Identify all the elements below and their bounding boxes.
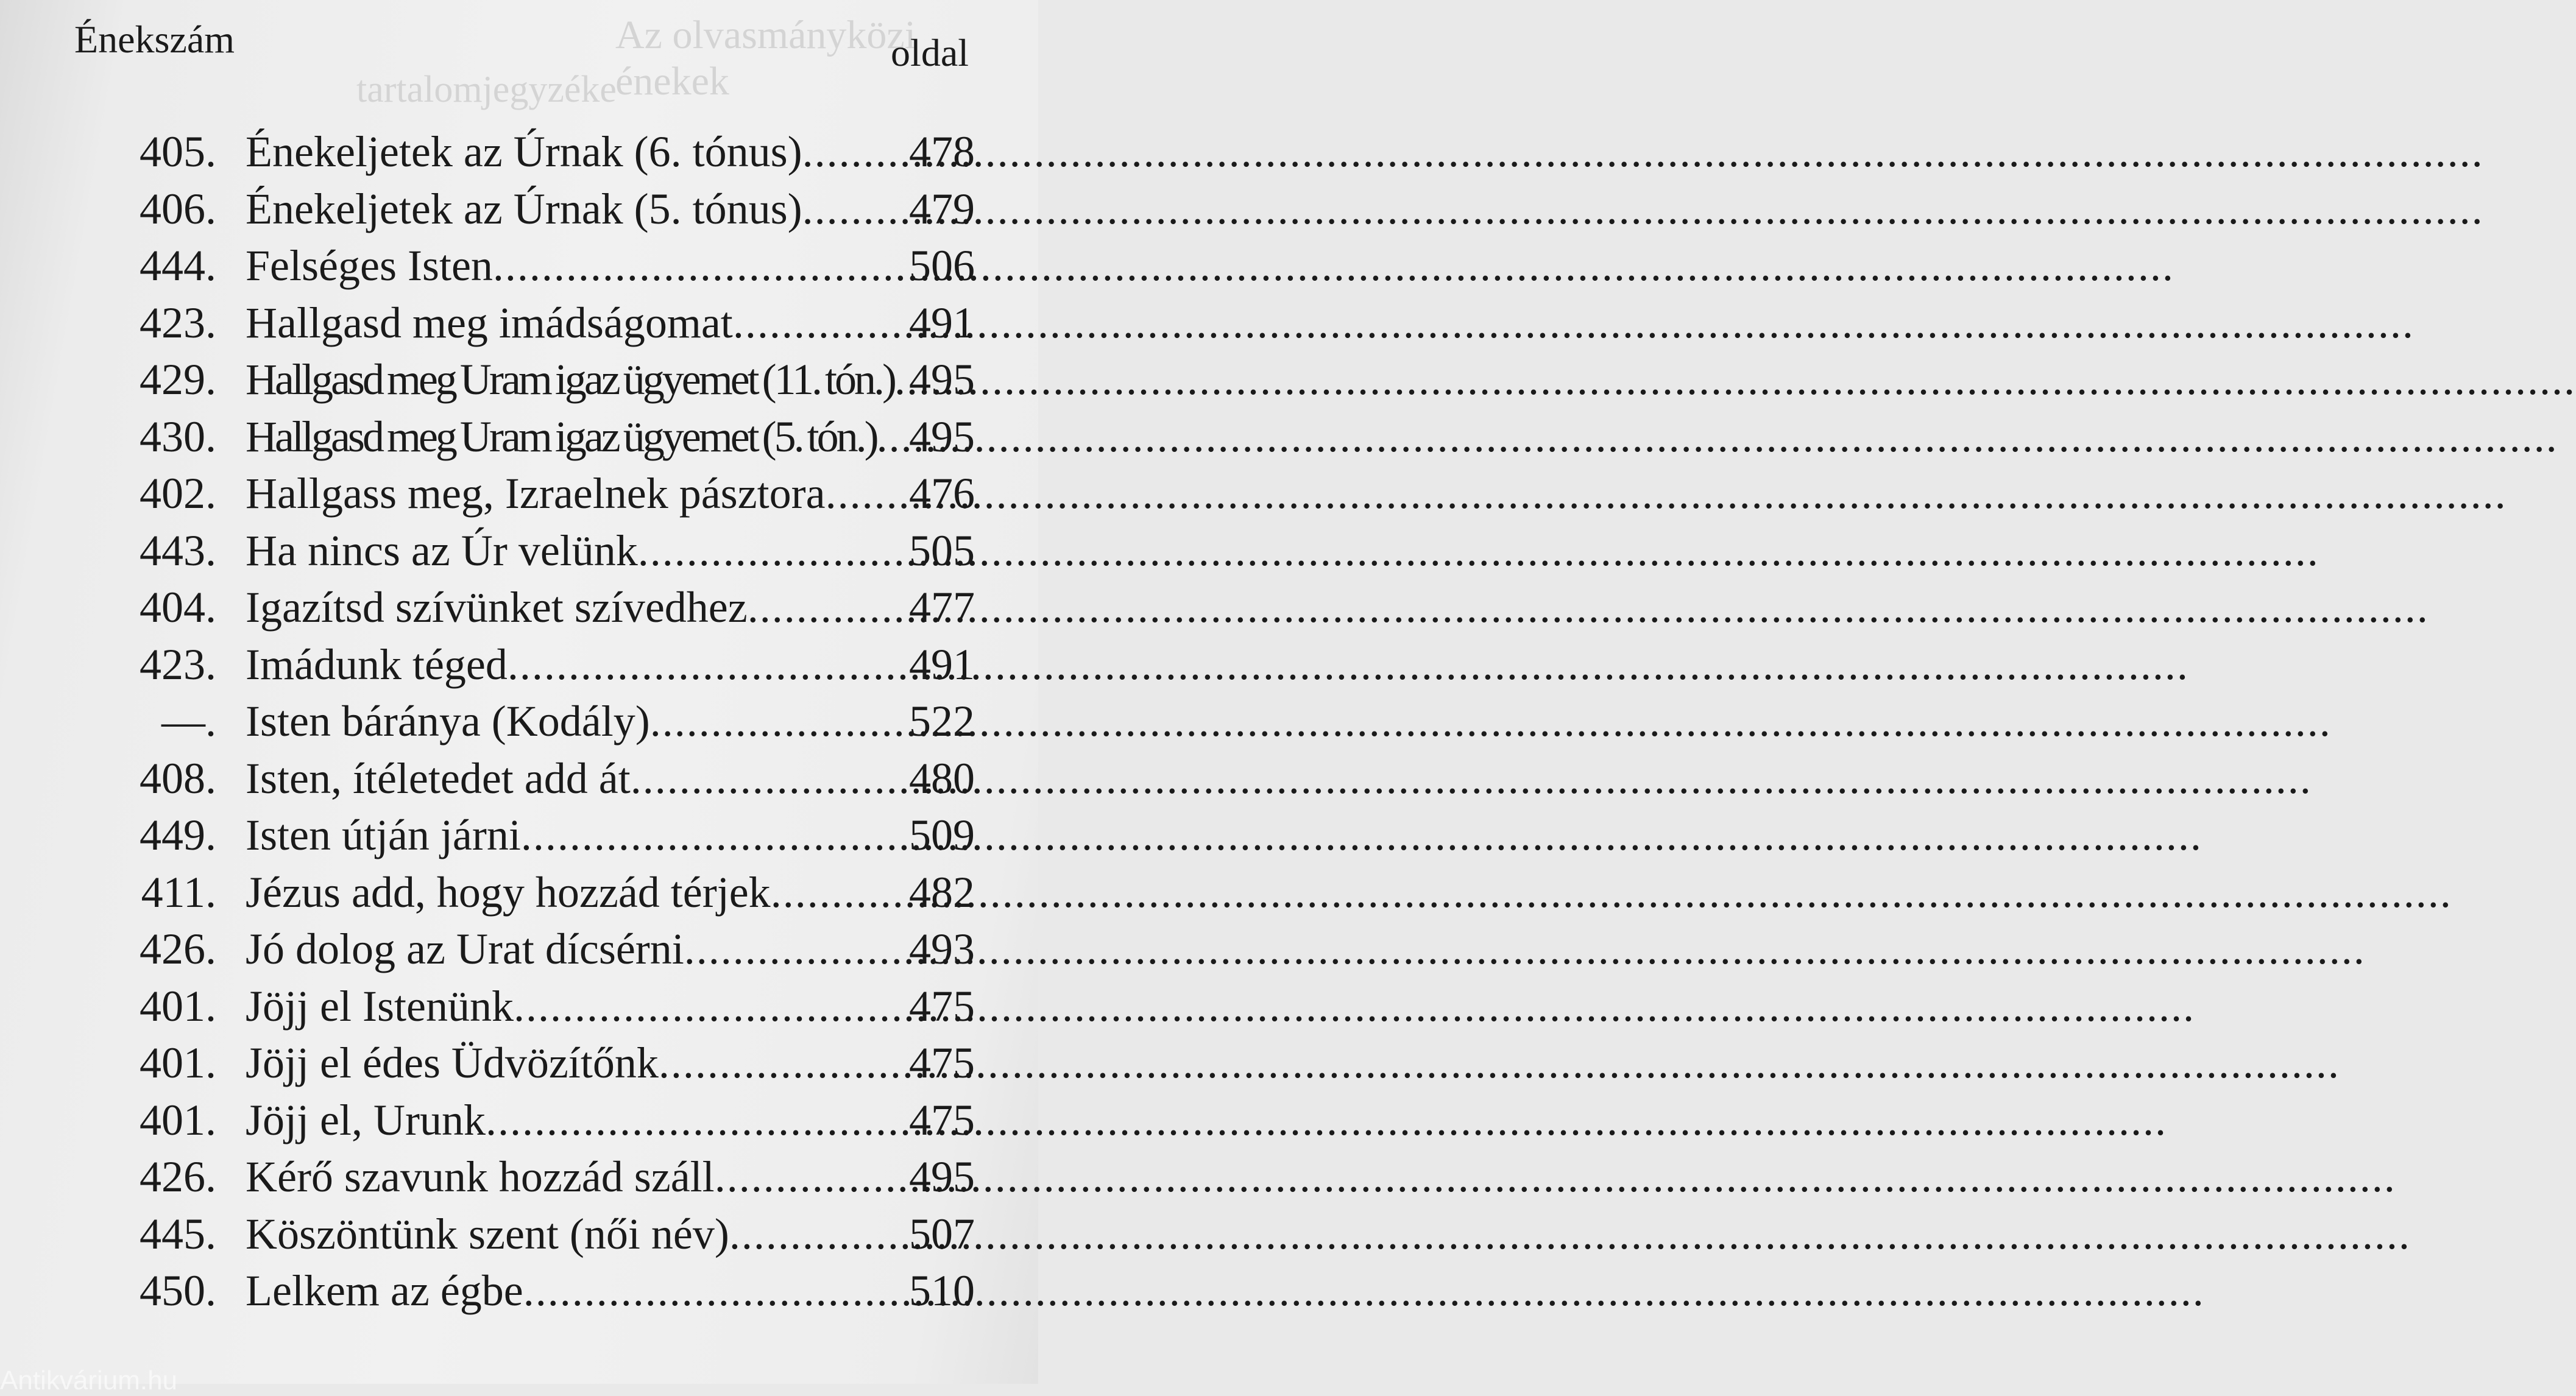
page-number: 495 bbox=[909, 355, 975, 404]
song-title: Énekeljetek az Úrnak (6. tónus) bbox=[246, 127, 802, 176]
page-number: 475 bbox=[909, 981, 975, 1031]
song-title: Lelkem az égbe bbox=[246, 1266, 523, 1315]
song-number: 423. bbox=[140, 640, 216, 689]
toc-entry bbox=[91, 238, 975, 295]
toc-entry bbox=[91, 181, 975, 238]
song-title: Isten báránya (Kodály) bbox=[246, 697, 650, 746]
page-number: 479 bbox=[909, 184, 975, 233]
toc-entry bbox=[91, 693, 975, 750]
dot-leader bbox=[802, 124, 909, 181]
toc-entry bbox=[91, 921, 975, 978]
song-number: 404. bbox=[140, 583, 216, 632]
song-number: 430. bbox=[140, 412, 216, 461]
song-number: 426. bbox=[140, 925, 216, 973]
watermark: Antikvárium.hu bbox=[0, 1366, 178, 1395]
song-title: Jézus add, hogy hozzád térjek bbox=[246, 867, 771, 917]
dot-leader bbox=[638, 523, 909, 580]
column-header bbox=[74, 17, 969, 72]
dot-leader bbox=[486, 1092, 909, 1149]
page-number: 477 bbox=[909, 583, 975, 632]
song-title: Jöjj el Istenünk bbox=[246, 981, 514, 1031]
page-number: 510 bbox=[909, 1266, 975, 1315]
page-number: 493 bbox=[909, 925, 975, 973]
song-number: 449. bbox=[140, 811, 216, 859]
song-title: Igazítsd szívünket szívedhez bbox=[246, 583, 748, 632]
dot-leader bbox=[631, 750, 909, 808]
song-title: Hallgasd meg Uram igaz ügyemet (5. tón.) bbox=[246, 412, 877, 461]
song-number: 401. bbox=[140, 1038, 216, 1087]
dot-leader bbox=[729, 1206, 909, 1263]
toc-entry bbox=[91, 1206, 975, 1263]
song-title: Kérő szavunk hozzád száll bbox=[246, 1152, 715, 1201]
song-title: Hallgass meg, Izraelnek pásztora bbox=[246, 469, 826, 518]
dot-leader bbox=[659, 1035, 909, 1092]
dot-leader bbox=[894, 351, 909, 409]
toc-entry bbox=[91, 807, 975, 864]
dot-leader bbox=[877, 409, 909, 466]
song-number: 401. bbox=[140, 981, 216, 1031]
song-number: —. bbox=[161, 697, 216, 746]
dot-leader bbox=[684, 921, 909, 978]
song-title: Köszöntünk szent (női név) bbox=[246, 1209, 729, 1258]
page-number: 475 bbox=[909, 1095, 975, 1144]
song-number-header: Énekszám bbox=[74, 18, 235, 61]
page-number: 475 bbox=[909, 1038, 975, 1087]
page-number: 491 bbox=[909, 640, 975, 689]
song-number: 450. bbox=[140, 1266, 216, 1315]
toc-entry bbox=[91, 579, 975, 636]
song-number: 443. bbox=[140, 526, 216, 575]
page-number: 507 bbox=[909, 1209, 975, 1258]
page-header: oldal bbox=[891, 31, 969, 74]
song-title: Jöjj el édes Üdvözítőnk bbox=[246, 1038, 659, 1087]
song-number: 444. bbox=[140, 241, 216, 290]
song-number: 426. bbox=[140, 1152, 216, 1201]
song-title: Hallgasd meg Uram igaz ügyemet (11. tón.) bbox=[246, 355, 894, 404]
dot-leader bbox=[748, 579, 909, 636]
dot-leader bbox=[508, 636, 909, 694]
table-of-contents bbox=[91, 124, 975, 1320]
song-number: 423. bbox=[140, 298, 216, 347]
toc-entry bbox=[91, 295, 975, 352]
bleed-through-subtitle: tartalomjegyzéke bbox=[356, 69, 617, 110]
page-number: 476 bbox=[909, 469, 975, 518]
song-number: 429. bbox=[140, 355, 216, 404]
page-number: 482 bbox=[909, 867, 975, 917]
song-number: 445. bbox=[140, 1209, 216, 1258]
dot-leader bbox=[715, 1149, 909, 1206]
dot-leader bbox=[771, 864, 909, 922]
song-title: Felséges Isten bbox=[246, 241, 493, 290]
page-number: 480 bbox=[909, 753, 975, 803]
page-number: 478 bbox=[909, 127, 975, 176]
song-number: 402. bbox=[140, 469, 216, 518]
song-title: Ha nincs az Úr velünk bbox=[246, 526, 638, 575]
toc-entry bbox=[91, 351, 975, 409]
toc-entry bbox=[91, 409, 975, 466]
page-number: 522 bbox=[909, 697, 975, 746]
song-number: 408. bbox=[140, 753, 216, 803]
song-number: 411. bbox=[141, 867, 216, 917]
page-number: 491 bbox=[909, 298, 975, 347]
song-title: Isten útján járni bbox=[246, 811, 521, 859]
page-number: 505 bbox=[909, 526, 975, 575]
song-title: Jöjj el, Urunk bbox=[246, 1095, 486, 1144]
toc-entry bbox=[91, 978, 975, 1035]
dot-leader bbox=[523, 1263, 909, 1320]
dot-leader bbox=[802, 181, 909, 238]
song-title: Imádunk téged bbox=[246, 640, 508, 689]
toc-entry bbox=[91, 864, 975, 922]
toc-entry bbox=[91, 523, 975, 580]
toc-entry bbox=[91, 1263, 975, 1320]
song-title: Jó dolog az Urat dícsérni bbox=[246, 925, 684, 973]
toc-entry bbox=[91, 1092, 975, 1149]
dot-leader bbox=[733, 295, 909, 352]
toc-entry bbox=[91, 465, 975, 523]
dot-leader bbox=[493, 238, 909, 295]
toc-entry bbox=[91, 1149, 975, 1206]
toc-entry bbox=[91, 124, 975, 181]
dot-leader bbox=[650, 693, 909, 750]
song-title: Isten, ítéletedet add át bbox=[246, 753, 631, 803]
song-title: Hallgasd meg imádságomat bbox=[246, 298, 733, 347]
song-number: 401. bbox=[140, 1095, 216, 1144]
page-number: 495 bbox=[909, 412, 975, 461]
page-number: 509 bbox=[909, 811, 975, 859]
dot-leader bbox=[514, 978, 909, 1035]
dot-leader bbox=[521, 807, 909, 864]
toc-entry bbox=[91, 636, 975, 694]
toc-entry bbox=[91, 1035, 975, 1092]
song-number: 406. bbox=[140, 184, 216, 233]
toc-entry bbox=[91, 750, 975, 808]
song-number: 405. bbox=[140, 127, 216, 176]
bleed-through-title: Az olvasmányközi énekek bbox=[615, 13, 916, 104]
book-page bbox=[0, 0, 1038, 1395]
page-number: 495 bbox=[909, 1152, 975, 1201]
song-title: Énekeljetek az Úrnak (5. tónus) bbox=[246, 184, 802, 233]
page-number: 506 bbox=[909, 241, 975, 290]
dot-leader bbox=[826, 465, 909, 523]
